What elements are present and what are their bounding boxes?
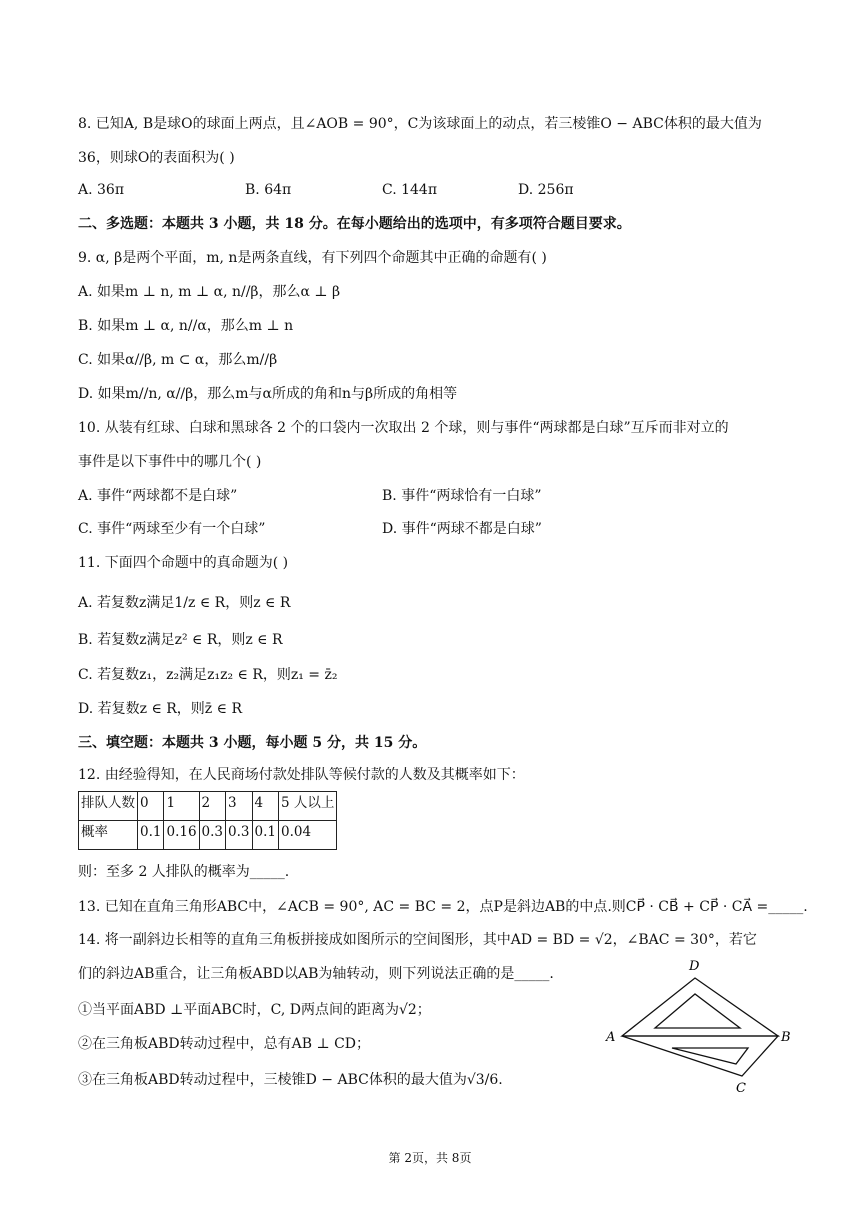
q8-line2: 36，则球O的表面积为( ) [78,150,235,166]
label-a: A [606,1030,616,1045]
table-cell: 0 [138,792,164,821]
q11-option-a: A. 若复数z满足1/z ∈ R，则z ∈ R [78,595,291,611]
q9-option-d: D. 如果m//n, α//β，那么m与α所成的角和n与β所成的角相等 [78,386,458,402]
q10-option-d: D. 事件“两球不都是白球” [382,521,542,537]
q9-option-b: B. 如果m ⊥ α, n//α，那么m ⊥ n [78,318,294,334]
section2-heading: 二、多选题：本题共 3 小题，共 18 分。在每小题给出的选项中，有多项符合题目要求。 [78,216,631,232]
label-d: D [689,959,700,974]
q12-ask: 则：至多 2 人排队的概率为_____. [78,864,290,880]
section3-heading: 三、填空题：本题共 3 小题，每小题 5 分，共 15 分。 [78,735,427,751]
q8-option-d: D. 256π [518,182,574,198]
table-cell: 0.16 [164,821,199,850]
q11-option-b: B. 若复数z满足z² ∈ R，则z ∈ R [78,632,283,648]
q10-line2: 事件是以下事件中的哪几个( ) [78,454,262,470]
q9-stem: 9. α, β是两个平面，m, n是两条直线，有下列四个命题其中正确的命题有( ) [78,250,547,266]
table-cell: 0.3 [199,821,225,850]
q14-item-3: ③在三角板ABD转动过程中，三棱锥D − ABC体积的最大值为√3/6. [78,1072,503,1088]
q8-line1: 8. 已知A, B是球O的球面上两点，且∠AOB = 90°，C为该球面上的动点，若三棱锥O − ABC体积的最大值为 [78,116,762,132]
q14-line2: 们的斜边AB重合，让三角板ABD以AB为轴转动，则下列说法正确的是_____. [78,966,554,982]
triangle-abc [622,1036,778,1076]
q9-option-c: C. 如果α//β, m ⊂ α，那么m//β [78,352,278,368]
table-cell: 0.1 [138,821,164,850]
label-b: B [781,1030,791,1045]
table-cell: 0.3 [226,821,252,850]
table-row [79,821,337,850]
probability-table [78,791,337,850]
q11-option-d: D. 若复数z ∈ R，则z̄ ∈ R [78,701,242,717]
table-cell: 0.04 [279,821,337,850]
q14-line1: 14. 将一副斜边长相等的直角三角板拼接成如图所示的空间图形，其中AD = BD = √2，∠BAC = 30°，若它 [78,932,757,948]
table-cell: 概率 [79,821,138,850]
q11-option-c: C. 若复数z₁，z₂满足z₁z₂ ∈ R，则z₁ = z̄₂ [78,667,338,683]
table-cell: 3 [226,792,252,821]
q10-option-b: B. 事件“两球恰有一白球” [382,488,542,504]
table-cell: 0.1 [252,821,278,850]
q10-option-a: A. 事件“两球都不是白球” [78,488,238,504]
q8-option-c: C. 144π [382,182,438,198]
page-footer: 第 2页，共 8页 [388,1151,472,1165]
triangle-abd [622,978,778,1036]
q10-option-c: C. 事件“两球至少有一个白球” [78,521,266,537]
table-cell: 1 [164,792,199,821]
q10-line1: 10. 从装有红球、白球和黑球各 2 个的口袋内一次取出 2 个球，则与事件“两球都是白球”互斥而非对立的 [78,420,729,436]
table-header-row [79,792,337,821]
table-cell: 排队人数 [79,792,138,821]
table-cell: 5 人以上 [279,792,337,821]
label-c: C [736,1081,746,1096]
q8-option-a: A. 36π [78,182,125,198]
q14-item-1: ①当平面ABD ⊥平面ABC时，C, D两点间的距离为√2； [78,1002,431,1018]
q8-option-b: B. 64π [245,182,292,198]
triangle-figure [600,956,800,1096]
q12-stem: 12. 由经验得知，在人民商场付款处排队等候付款的人数及其概率如下： [78,767,525,783]
q9-option-a: A. 如果m ⊥ n, m ⊥ α, n//β，那么α ⊥ β [78,284,341,300]
table-cell: 4 [252,792,278,821]
table-cell: 2 [199,792,225,821]
q13-text: 13. 已知在直角三角形ABC中，∠ACB = 90°, AC = BC = 2，点P是斜边AB的中点.则CP⃗ · CB⃗ + CP⃗ · CA⃗ =_____. [78,899,808,915]
q11-stem: 11. 下面四个命题中的真命题为( ) [78,555,289,571]
q14-item-2: ②在三角板ABD转动过程中，总有AB ⊥ CD； [78,1036,371,1052]
